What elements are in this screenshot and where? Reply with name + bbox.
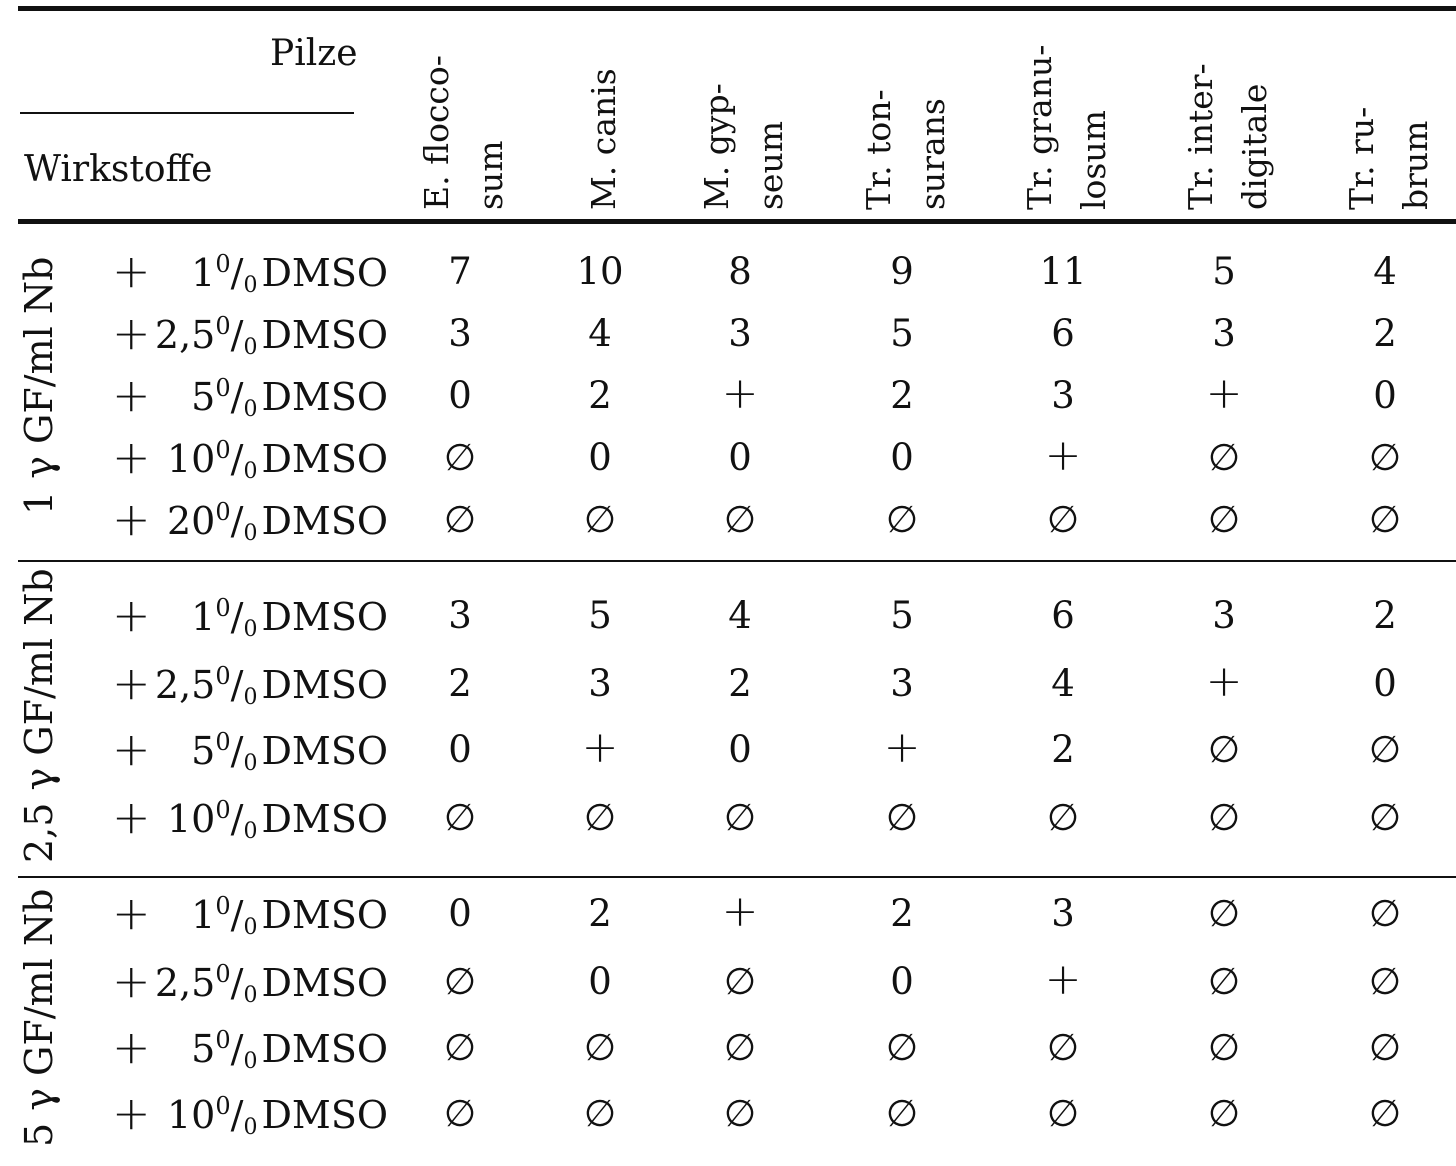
concentration-unit: DMSO (261, 251, 388, 295)
plus-sign: + (112, 790, 151, 844)
percent-symbol-slash: / (230, 499, 244, 543)
percent-symbol-bottom: 0 (243, 617, 258, 642)
plus-sign: + (112, 1086, 151, 1140)
percent-symbol-slash: / (230, 1093, 244, 1137)
table-cell: 2 (588, 374, 612, 417)
table-cell: ∅ (723, 960, 757, 1003)
concentration-label (128, 314, 388, 359)
table-cell: + (721, 886, 759, 937)
percent-symbol-bottom: 0 (243, 819, 258, 844)
percent-symbol-slash: / (230, 437, 244, 481)
table-cell: ∅ (583, 796, 617, 839)
percent-symbol-slash: / (230, 663, 244, 707)
percent-symbol-slash: / (230, 313, 244, 357)
table-cell: 3 (1051, 374, 1075, 417)
concentration-value: 2,5 (154, 663, 216, 707)
concentration-label (128, 962, 388, 1007)
table-cell: ∅ (723, 498, 757, 541)
table-cell: 2 (728, 662, 752, 705)
group-label-text: 2,5 γ GF/ml Nb (17, 568, 61, 864)
table-cell: ∅ (443, 436, 477, 479)
plus-sign: + (112, 492, 151, 546)
concentration-unit: DMSO (261, 437, 388, 481)
table-cell: ∅ (1207, 892, 1241, 935)
table-cell: 0 (1373, 662, 1397, 705)
table-cell: 3 (1051, 892, 1075, 935)
percent-symbol-bottom: 0 (243, 335, 258, 360)
concentration-unit: DMSO (261, 595, 388, 639)
concentration-unit: DMSO (261, 893, 388, 937)
table-cell: + (1205, 368, 1243, 419)
percent-symbol-bottom: 0 (243, 397, 258, 422)
concentration-label (128, 894, 388, 939)
plus-sign: + (112, 588, 151, 642)
concentration-label (128, 596, 388, 641)
table-cell: 0 (588, 436, 612, 479)
column-header-line2: digitale (1235, 83, 1274, 210)
table-cell: + (1044, 430, 1082, 481)
column-header-line2: losum (1074, 110, 1113, 210)
table-cell: ∅ (443, 498, 477, 541)
plus-sign: + (112, 722, 151, 776)
table-cell: ∅ (1046, 498, 1080, 541)
percent-symbol-slash: / (230, 375, 244, 419)
table-cell: ∅ (1207, 796, 1241, 839)
table-cell: ∅ (443, 1026, 477, 1069)
percent-symbol-top: 0 (215, 728, 231, 756)
table-cell: ∅ (885, 1092, 919, 1135)
concentration-value: 2,5 (154, 961, 216, 1005)
table-cell: ∅ (1368, 498, 1402, 541)
table-cell: ∅ (1207, 960, 1241, 1003)
table-cell: ∅ (1368, 892, 1402, 935)
table-cell: ∅ (1207, 728, 1241, 771)
concentration-unit: DMSO (261, 499, 388, 543)
column-header-line1: Tr. ru- (1342, 106, 1381, 210)
plus-sign: + (112, 656, 151, 710)
concentration-label (128, 798, 388, 843)
table-cell: 4 (588, 312, 612, 355)
table-cell: ∅ (1207, 1026, 1241, 1069)
group-label-text: 1 γ GF/ml Nb (17, 256, 61, 516)
table-cell: ∅ (1046, 796, 1080, 839)
plus-sign: + (112, 886, 151, 940)
concentration-value: 5 (191, 375, 216, 419)
table-cell: ∅ (443, 960, 477, 1003)
percent-symbol-top: 0 (215, 960, 231, 988)
concentration-label (128, 664, 388, 709)
column-header-line1: Tr. ton- (859, 89, 898, 210)
concentration-label (128, 1094, 388, 1139)
table-cell: ∅ (723, 1092, 757, 1135)
plus-sign: + (112, 954, 151, 1008)
percent-symbol-slash: / (230, 729, 244, 773)
percent-symbol-top: 0 (215, 498, 231, 526)
column-header-line1: M. gyp- (697, 83, 736, 210)
percent-symbol-slash: / (230, 251, 244, 295)
concentration-label (128, 376, 388, 421)
table-cell: 9 (890, 250, 914, 293)
table-cell: 3 (588, 662, 612, 705)
table-cell: ∅ (1046, 1092, 1080, 1135)
table-cell: 6 (1051, 594, 1075, 637)
table-cell: + (581, 722, 619, 773)
table-cell: 0 (448, 892, 472, 935)
wirkstoffe-header: Wirkstoffe (24, 149, 213, 190)
percent-symbol-top: 0 (215, 1092, 231, 1120)
table-cell: 10 (576, 250, 624, 293)
table-cell: 2 (1373, 594, 1397, 637)
table-cell: 4 (1373, 250, 1397, 293)
column-header-line1: M. canis (584, 68, 623, 210)
concentration-unit: DMSO (261, 375, 388, 419)
table-cell: 4 (1051, 662, 1075, 705)
percent-symbol-slash: / (230, 1027, 244, 1071)
concentration-value: 1 (191, 251, 216, 295)
percent-symbol-bottom: 0 (243, 1115, 258, 1140)
percent-symbol-slash: / (230, 595, 244, 639)
table-cell: + (1205, 656, 1243, 707)
table-cell: 11 (1039, 250, 1087, 293)
concentration-label (128, 500, 388, 545)
table-cell: 0 (448, 728, 472, 771)
percent-symbol-top: 0 (215, 1026, 231, 1054)
table-cell: ∅ (583, 1026, 617, 1069)
table-cell: ∅ (443, 796, 477, 839)
table-cell: 2 (448, 662, 472, 705)
plus-sign: + (112, 244, 151, 298)
table-cell: 6 (1051, 312, 1075, 355)
table-cell: 5 (890, 312, 914, 355)
percent-symbol-bottom: 0 (243, 459, 258, 484)
group-separator (18, 876, 1456, 878)
percent-symbol-top: 0 (215, 374, 231, 402)
table-cell: ∅ (885, 796, 919, 839)
percent-symbol-top: 0 (215, 312, 231, 340)
table-cell: ∅ (723, 796, 757, 839)
table-cell: ∅ (443, 1092, 477, 1135)
concentration-value: 5 (191, 1027, 216, 1071)
table-cell: 2 (1051, 728, 1075, 771)
percent-symbol-bottom: 0 (243, 1049, 258, 1074)
table-cell: ∅ (1368, 728, 1402, 771)
table-cell: ∅ (1368, 796, 1402, 839)
table-cell: 4 (728, 594, 752, 637)
percent-symbol-top: 0 (215, 892, 231, 920)
table-cell: 3 (448, 312, 472, 355)
concentration-label (128, 730, 388, 775)
column-header-line1: Tr. inter- (1181, 63, 1220, 210)
percent-symbol-bottom: 0 (243, 751, 258, 776)
table-cell: ∅ (885, 1026, 919, 1069)
table-cell: 2 (1373, 312, 1397, 355)
table-cell: 0 (728, 436, 752, 479)
table-cell: 5 (588, 594, 612, 637)
table-cell: 3 (890, 662, 914, 705)
pilze-header: Pilze (270, 33, 358, 74)
group-label-text: 5 γ GF/ml Nb (17, 888, 61, 1148)
plus-sign: + (112, 306, 151, 360)
concentration-value: 1 (191, 893, 216, 937)
concentration-label (128, 1028, 388, 1073)
table-cell: ∅ (1207, 1092, 1241, 1135)
concentration-value: 20 (166, 499, 216, 543)
table-cell: ∅ (1368, 1092, 1402, 1135)
percent-symbol-top: 0 (215, 796, 231, 824)
concentration-value: 1 (191, 595, 216, 639)
percent-symbol-bottom: 0 (243, 685, 258, 710)
column-header-line1: Tr. granu- (1020, 44, 1059, 210)
percent-symbol-top: 0 (215, 250, 231, 278)
percent-symbol-slash: / (230, 893, 244, 937)
column-header-line2: seum (751, 120, 790, 210)
table-cell: ∅ (1368, 960, 1402, 1003)
table-cell: 2 (588, 892, 612, 935)
concentration-unit: DMSO (261, 313, 388, 357)
table-cell: + (1044, 954, 1082, 1005)
table-cell: 3 (448, 594, 472, 637)
column-header-line1: E. flocco- (417, 55, 456, 210)
percent-symbol-top: 0 (215, 594, 231, 622)
table-cell: 0 (588, 960, 612, 1003)
concentration-value: 2,5 (154, 313, 216, 357)
column-header-line2: sum (471, 140, 510, 210)
table-cell: 3 (1212, 594, 1236, 637)
percent-symbol-bottom: 0 (243, 983, 258, 1008)
concentration-unit: DMSO (261, 961, 388, 1005)
percent-symbol-bottom: 0 (243, 521, 258, 546)
concentration-label (128, 438, 388, 483)
table-cell: 3 (1212, 312, 1236, 355)
concentration-unit: DMSO (261, 729, 388, 773)
table-cell: ∅ (885, 498, 919, 541)
concentration-value: 10 (166, 437, 216, 481)
table-cell: 2 (890, 374, 914, 417)
table-cell: 0 (728, 728, 752, 771)
header-rule (18, 219, 1456, 224)
percent-symbol-bottom: 0 (243, 273, 258, 298)
table-cell: + (883, 722, 921, 773)
table-cell: 7 (448, 250, 472, 293)
concentration-unit: DMSO (261, 663, 388, 707)
percent-symbol-top: 0 (215, 662, 231, 690)
table-cell: ∅ (723, 1026, 757, 1069)
table-cell: 0 (448, 374, 472, 417)
plus-sign: + (112, 368, 151, 422)
top-rule (18, 6, 1456, 11)
table-cell: 8 (728, 250, 752, 293)
concentration-value: 10 (166, 1093, 216, 1137)
concentration-unit: DMSO (261, 1093, 388, 1137)
table-cell: ∅ (1368, 436, 1402, 479)
percent-symbol-top: 0 (215, 436, 231, 464)
column-header-line2: brum (1396, 120, 1435, 210)
table-cell: 3 (728, 312, 752, 355)
group-separator (18, 560, 1456, 562)
table-cell: 5 (890, 594, 914, 637)
percent-symbol-slash: / (230, 797, 244, 841)
plus-sign: + (112, 1020, 151, 1074)
table-cell: ∅ (583, 498, 617, 541)
header-divider (20, 112, 354, 114)
table-cell: 0 (890, 436, 914, 479)
concentration-value: 5 (191, 729, 216, 773)
concentration-label (128, 252, 388, 297)
table-cell: 0 (1373, 374, 1397, 417)
plus-sign: + (112, 430, 151, 484)
table-cell: ∅ (1046, 1026, 1080, 1069)
concentration-value: 10 (166, 797, 216, 841)
table-cell: ∅ (1368, 1026, 1402, 1069)
table-cell: + (721, 368, 759, 419)
concentration-unit: DMSO (261, 1027, 388, 1071)
percent-symbol-bottom: 0 (243, 915, 258, 940)
table-cell: 5 (1212, 250, 1236, 293)
column-header-line2: surans (913, 98, 952, 210)
table-cell: ∅ (583, 1092, 617, 1135)
percent-symbol-slash: / (230, 961, 244, 1005)
table-cell: 0 (890, 960, 914, 1003)
table-cell: ∅ (1207, 498, 1241, 541)
table-cell: ∅ (1207, 436, 1241, 479)
concentration-unit: DMSO (261, 797, 388, 841)
table-cell: 2 (890, 892, 914, 935)
